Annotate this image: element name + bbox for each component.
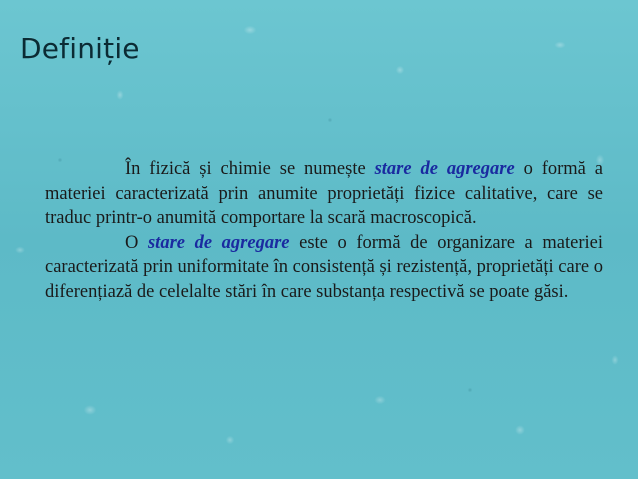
paragraph-1-before: În fizică și chimie se numește (125, 159, 375, 179)
paragraph-2-before: O (125, 232, 148, 253)
term-stare-de-agregare: stare de agregare (374, 159, 515, 179)
paragraph-2 (45, 231, 603, 305)
slide-title: Definiție (20, 32, 140, 65)
paragraph-2-after: este o formă de organizare a materiei caracterizată prin uniformitate în consistență și rezistență, proprietăți care o diferențiază de celelalte stări în care substanța respectivă se poate găsi. (45, 232, 603, 302)
paragraph-1 (45, 157, 603, 231)
definition-text (45, 157, 603, 304)
paragraph-1-after: o formă a materiei caracterizată prin anumite proprietăți fizice calitative, care se traduc printr-o anumită comportare la scară macroscopică. (45, 159, 603, 228)
term-stare-de-agregare-2: stare de agregare (147, 232, 290, 253)
